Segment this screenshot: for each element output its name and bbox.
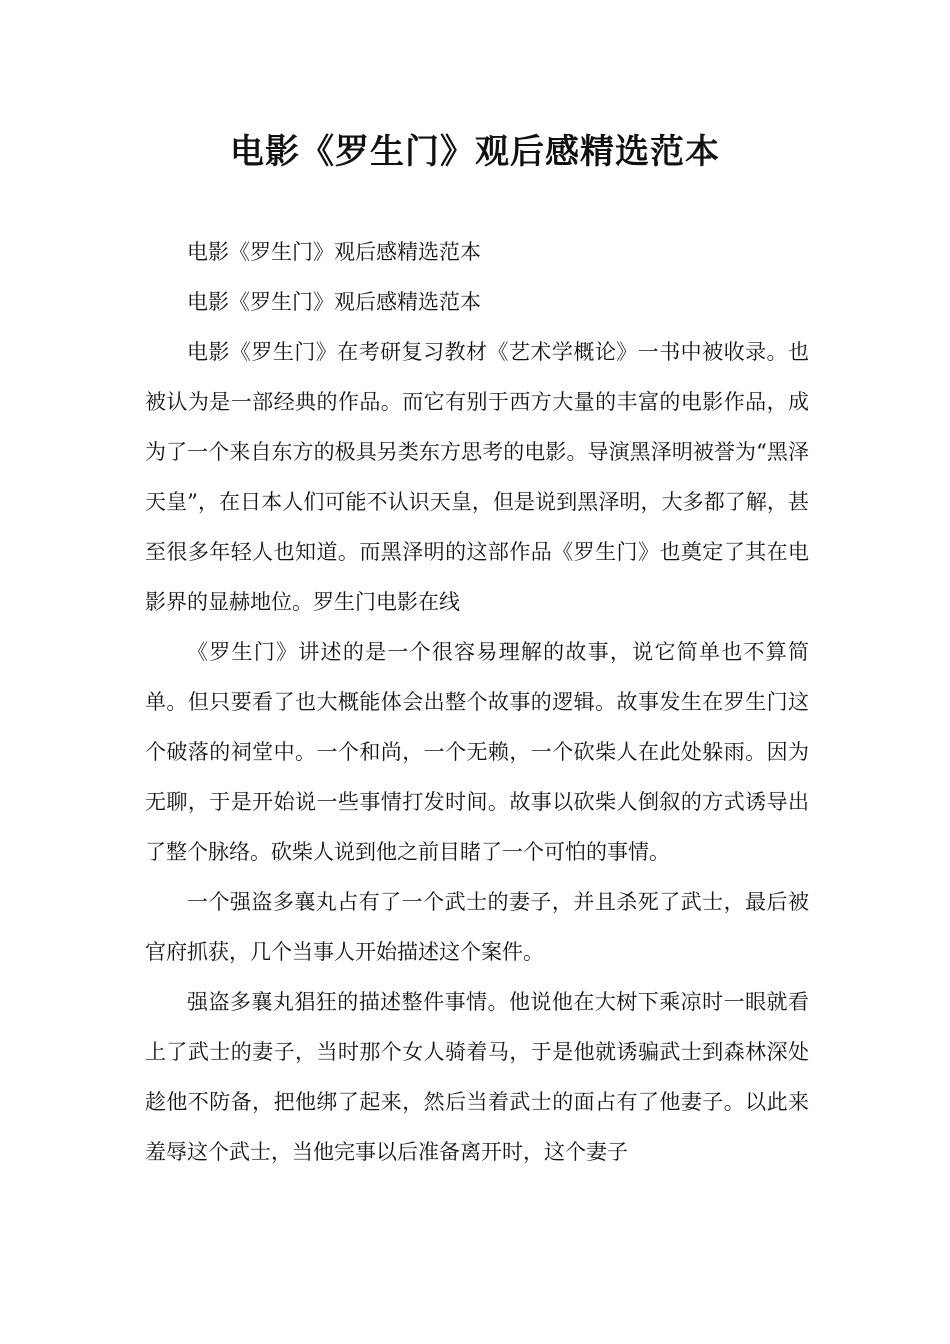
document-body bbox=[145, 227, 809, 1177]
paragraph: 电影《罗生门》观后感精选范本 bbox=[187, 240, 481, 264]
document-title: 电影《罗生门》观后感精选范本 bbox=[230, 132, 720, 172]
paragraph: 强盗多襄丸猖狂的描述整件事情。他说他在大树下乘凉时一眼就看上了武士的妻子，当时那个女人骑着马，于是他就诱骗武士到森林深处趁他不防备，把他绑了起来，然后当着武士的面占有了他妻子。以此来羞辱这个武士，当他完事以后准备离开时，这个妻子 bbox=[145, 990, 809, 1164]
paragraph: 《罗生门》讲述的是一个很容易理解的故事，说它简单也不算简单。但只要看了也大概能体会出整个故事的逻辑。故事发生在罗生门这个破落的祠堂中。一个和尚，一个无赖，一个砍柴人在此处躲雨。因为无聊，于是开始说一些事情打发时间。故事以砍柴人倒叙的方式诱导出了整个脉络。砍柴人说到他之前目睹了一个可怕的事情。 bbox=[145, 640, 809, 864]
paragraph: 电影《罗生门》观后感精选范本 bbox=[187, 290, 481, 314]
paragraph: 电影《罗生门》在考研复习教材《艺术学概论》一书中被收录。也被认为是一部经典的作品。而它有别于西方大量的丰富的电影作品，成为了一个来自东方的极具另类东方思考的电影。导演黑泽明被誉为“黑泽天皇”，在日本人们可能不认识天皇，但是说到黑泽明，大多都了解，甚至很多年轻人也知道。而黑泽明的这部作品《罗生门》也奠定了其在电影界的显赫地位。罗生门电影在线 bbox=[145, 340, 809, 614]
paragraph: 一个强盗多襄丸占有了一个武士的妻子，并且杀死了武士，最后被官府抓获，几个当事人开始描述这个案件。 bbox=[145, 890, 809, 964]
